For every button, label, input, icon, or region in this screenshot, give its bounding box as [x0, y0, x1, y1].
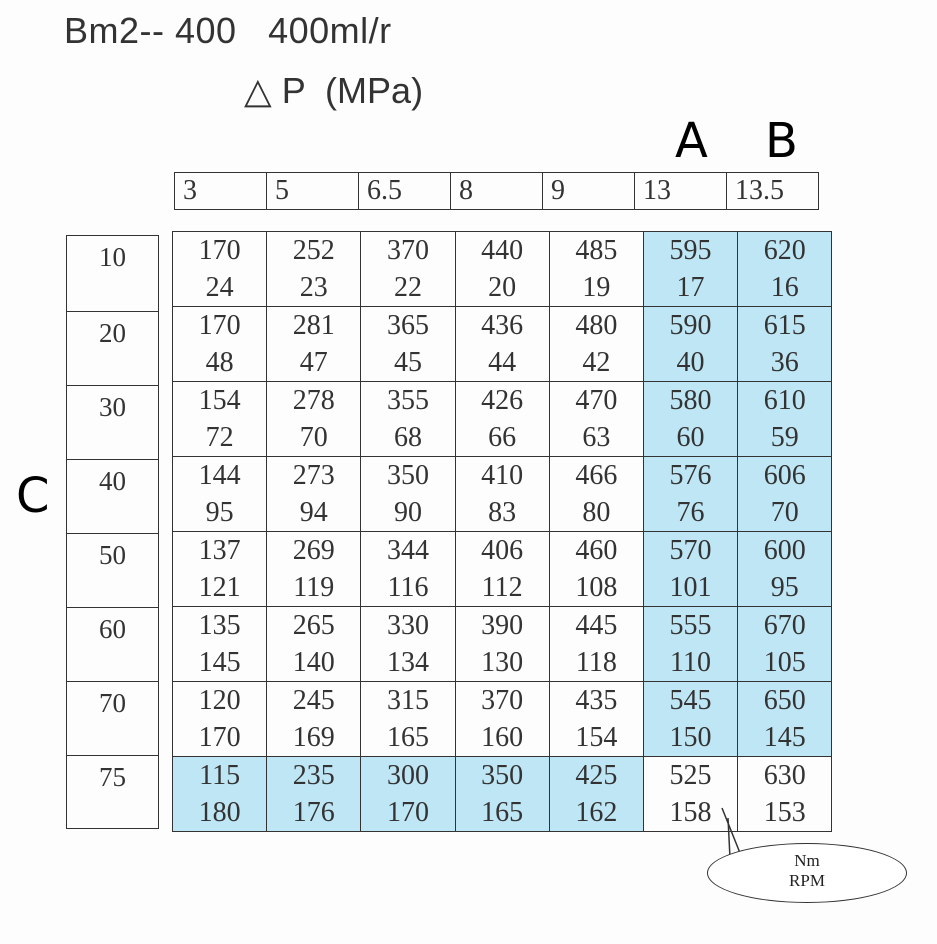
- performance-cell: [173, 607, 267, 682]
- performance-cell: [643, 232, 737, 307]
- performance-cell: [455, 457, 549, 532]
- torque-value: 315: [386, 685, 429, 716]
- torque-value: 245: [292, 685, 335, 716]
- performance-cell: [455, 307, 549, 382]
- torque-value: 425: [575, 760, 618, 791]
- speed-value: 170: [198, 722, 241, 753]
- performance-cell: [455, 757, 549, 832]
- speed-value: 130: [481, 647, 524, 678]
- speed-value: 165: [481, 797, 524, 828]
- speed-value: 116: [387, 572, 429, 603]
- performance-cell: [455, 382, 549, 457]
- speed-value: 176: [292, 797, 335, 828]
- torque-value: 545: [669, 685, 712, 716]
- torque-value: 269: [292, 535, 335, 566]
- torque-value: 470: [575, 385, 618, 416]
- performance-cell: [267, 307, 361, 382]
- torque-value: 281: [292, 310, 335, 341]
- speed-value: 95: [205, 497, 234, 528]
- flow-row-label: 10: [67, 236, 159, 312]
- speed-value: 22: [393, 272, 422, 303]
- speed-value: 20: [488, 272, 517, 303]
- pressure-header-cell: 13.5: [727, 173, 819, 210]
- performance-cell: [455, 232, 549, 307]
- torque-value: 120: [198, 685, 241, 716]
- performance-cell: [549, 682, 643, 757]
- performance-cell: [361, 232, 455, 307]
- torque-value: 426: [481, 385, 524, 416]
- speed-value: 80: [582, 497, 611, 528]
- torque-value: 350: [481, 760, 524, 791]
- speed-value: 170: [386, 797, 429, 828]
- table-row: [173, 307, 832, 382]
- speed-value: 66: [488, 422, 517, 453]
- speed-value: 36: [770, 347, 799, 378]
- performance-cell: [267, 382, 361, 457]
- performance-cell: [361, 532, 455, 607]
- speed-value: 162: [575, 797, 618, 828]
- speed-value: 158: [669, 797, 712, 828]
- performance-cell: [738, 607, 832, 682]
- speed-value: 110: [670, 647, 712, 678]
- pressure-header-cell: 8: [451, 173, 543, 210]
- speed-value: 45: [393, 347, 422, 378]
- torque-value: 435: [575, 685, 618, 716]
- speed-value: 108: [575, 572, 618, 603]
- performance-cell: [738, 307, 832, 382]
- torque-value: 300: [386, 760, 429, 791]
- speed-value: 165: [386, 722, 429, 753]
- performance-cell: [267, 457, 361, 532]
- pressure-header-cell: 5: [267, 173, 359, 210]
- performance-cell: [738, 382, 832, 457]
- torque-value: 144: [198, 460, 241, 491]
- torque-value: 440: [481, 235, 524, 266]
- torque-value: 410: [481, 460, 524, 491]
- performance-cell: [738, 682, 832, 757]
- performance-cell: [173, 757, 267, 832]
- performance-cell: [643, 382, 737, 457]
- torque-value: 620: [763, 235, 806, 266]
- performance-cell: [361, 757, 455, 832]
- speed-value: 140: [292, 647, 335, 678]
- torque-value: 445: [575, 610, 618, 641]
- torque-value: 610: [763, 385, 806, 416]
- speed-value: 70: [770, 497, 799, 528]
- torque-value: 460: [575, 535, 618, 566]
- performance-cell: [643, 682, 737, 757]
- torque-value: 580: [669, 385, 712, 416]
- marker-a: A: [675, 113, 708, 169]
- torque-value: 670: [763, 610, 806, 641]
- speed-value: 42: [582, 347, 611, 378]
- marker-b: B: [765, 113, 798, 169]
- performance-table: [172, 231, 832, 832]
- speed-value: 105: [763, 647, 806, 678]
- speed-value: 60: [676, 422, 705, 453]
- speed-value: 16: [770, 272, 799, 303]
- pressure-header-cell: 6.5: [359, 173, 451, 210]
- torque-value: 365: [386, 310, 429, 341]
- performance-cell: [738, 457, 832, 532]
- speed-value: 70: [299, 422, 328, 453]
- performance-cell: [267, 607, 361, 682]
- performance-cell: [643, 457, 737, 532]
- performance-cell: [549, 232, 643, 307]
- torque-value: 630: [763, 760, 806, 791]
- torque-value: 595: [669, 235, 712, 266]
- torque-value: 252: [292, 235, 335, 266]
- torque-value: 278: [292, 385, 335, 416]
- speed-value: 17: [676, 272, 705, 303]
- torque-value: 370: [481, 685, 524, 716]
- torque-value: 355: [386, 385, 429, 416]
- speed-value: 154: [575, 722, 618, 753]
- speed-value: 23: [299, 272, 328, 303]
- performance-cell: [549, 382, 643, 457]
- torque-value: 273: [292, 460, 335, 491]
- pressure-header-cell: 9: [543, 173, 635, 210]
- legend-torque-unit: Nm: [794, 851, 820, 870]
- performance-cell: [173, 232, 267, 307]
- torque-value: 570: [669, 535, 712, 566]
- flow-row-label: 20: [67, 312, 159, 386]
- speed-value: 134: [386, 647, 429, 678]
- performance-cell: [549, 757, 643, 832]
- performance-cell: [173, 307, 267, 382]
- torque-value: 154: [198, 385, 241, 416]
- speed-value: 40: [676, 347, 705, 378]
- performance-cell: [549, 307, 643, 382]
- units-legend-bubble: [707, 843, 907, 903]
- torque-value: 600: [763, 535, 806, 566]
- torque-value: 350: [386, 460, 429, 491]
- speed-value: 24: [205, 272, 234, 303]
- pressure-header-row: [174, 172, 819, 210]
- flow-column: [66, 235, 159, 829]
- flow-row-label: 60: [67, 608, 159, 682]
- torque-value: 480: [575, 310, 618, 341]
- torque-value: 170: [198, 235, 241, 266]
- performance-cell: [267, 532, 361, 607]
- marker-c: C: [16, 468, 50, 524]
- table-row: [173, 232, 832, 307]
- performance-cell: [455, 607, 549, 682]
- table-row: [173, 682, 832, 757]
- speed-value: 153: [763, 797, 806, 828]
- torque-value: 370: [386, 235, 429, 266]
- torque-value: 344: [386, 535, 429, 566]
- performance-cell: [173, 457, 267, 532]
- performance-cell: [738, 532, 832, 607]
- performance-cell: [738, 232, 832, 307]
- speed-value: 94: [299, 497, 328, 528]
- speed-value: 63: [582, 422, 611, 453]
- performance-cell: [361, 607, 455, 682]
- speed-value: 59: [770, 422, 799, 453]
- torque-value: 265: [292, 610, 335, 641]
- pressure-label: △ P (MPa): [244, 70, 424, 111]
- performance-cell: [267, 757, 361, 832]
- torque-value: 525: [669, 760, 712, 791]
- speed-value: 112: [481, 572, 523, 603]
- torque-value: 330: [386, 610, 429, 641]
- flow-row-label: 40: [67, 460, 159, 534]
- speed-value: 145: [198, 647, 241, 678]
- performance-cell: [549, 457, 643, 532]
- legend-speed-unit: RPM: [789, 871, 825, 890]
- speed-value: 160: [481, 722, 524, 753]
- flow-row-label: 50: [67, 534, 159, 608]
- performance-cell: [361, 682, 455, 757]
- speed-value: 95: [770, 572, 799, 603]
- torque-value: 170: [198, 310, 241, 341]
- speed-value: 119: [293, 572, 335, 603]
- torque-value: 235: [292, 760, 335, 791]
- performance-cell: [361, 457, 455, 532]
- flow-row-label: 70: [67, 682, 159, 756]
- torque-value: 390: [481, 610, 524, 641]
- torque-value: 555: [669, 610, 712, 641]
- table-row: [173, 382, 832, 457]
- performance-cell: [643, 532, 737, 607]
- speed-value: 145: [763, 722, 806, 753]
- torque-value: 115: [199, 760, 241, 791]
- performance-cell: [267, 682, 361, 757]
- table-row: [173, 532, 832, 607]
- speed-value: 121: [198, 572, 241, 603]
- speed-value: 19: [582, 272, 611, 303]
- performance-cell: [643, 607, 737, 682]
- spec-title: Bm2-- 400 400ml/r: [64, 10, 392, 51]
- performance-cell: [643, 307, 737, 382]
- performance-cell: [173, 682, 267, 757]
- torque-value: 590: [669, 310, 712, 341]
- performance-cell: [361, 382, 455, 457]
- flow-row-label: 75: [67, 756, 159, 829]
- torque-value: 466: [575, 460, 618, 491]
- performance-cell: [549, 532, 643, 607]
- speed-value: 72: [205, 422, 234, 453]
- pressure-header-cell: 13: [635, 173, 727, 210]
- torque-value: 436: [481, 310, 524, 341]
- performance-cell: [549, 607, 643, 682]
- pressure-header-cell: 3: [175, 173, 267, 210]
- speed-value: 118: [575, 647, 617, 678]
- torque-value: 135: [198, 610, 241, 641]
- speed-value: 44: [488, 347, 517, 378]
- torque-value: 485: [575, 235, 618, 266]
- table-row: [173, 457, 832, 532]
- speed-value: 76: [676, 497, 705, 528]
- performance-cell: [455, 682, 549, 757]
- performance-cell: [173, 382, 267, 457]
- speed-value: 68: [393, 422, 422, 453]
- torque-value: 650: [763, 685, 806, 716]
- speed-value: 83: [488, 497, 517, 528]
- torque-value: 576: [669, 460, 712, 491]
- torque-value: 406: [481, 535, 524, 566]
- performance-cell: [267, 232, 361, 307]
- performance-cell: [173, 532, 267, 607]
- speed-value: 101: [669, 572, 712, 603]
- speed-value: 180: [198, 797, 241, 828]
- flow-row-label: 30: [67, 386, 159, 460]
- speed-value: 90: [393, 497, 422, 528]
- performance-cell: [455, 532, 549, 607]
- speed-value: 150: [669, 722, 712, 753]
- torque-value: 137: [198, 535, 241, 566]
- speed-value: 47: [299, 347, 328, 378]
- speed-value: 169: [292, 722, 335, 753]
- torque-value: 606: [763, 460, 806, 491]
- table-row: [173, 607, 832, 682]
- performance-cell: [361, 307, 455, 382]
- speed-value: 48: [205, 347, 234, 378]
- torque-value: 615: [763, 310, 806, 341]
